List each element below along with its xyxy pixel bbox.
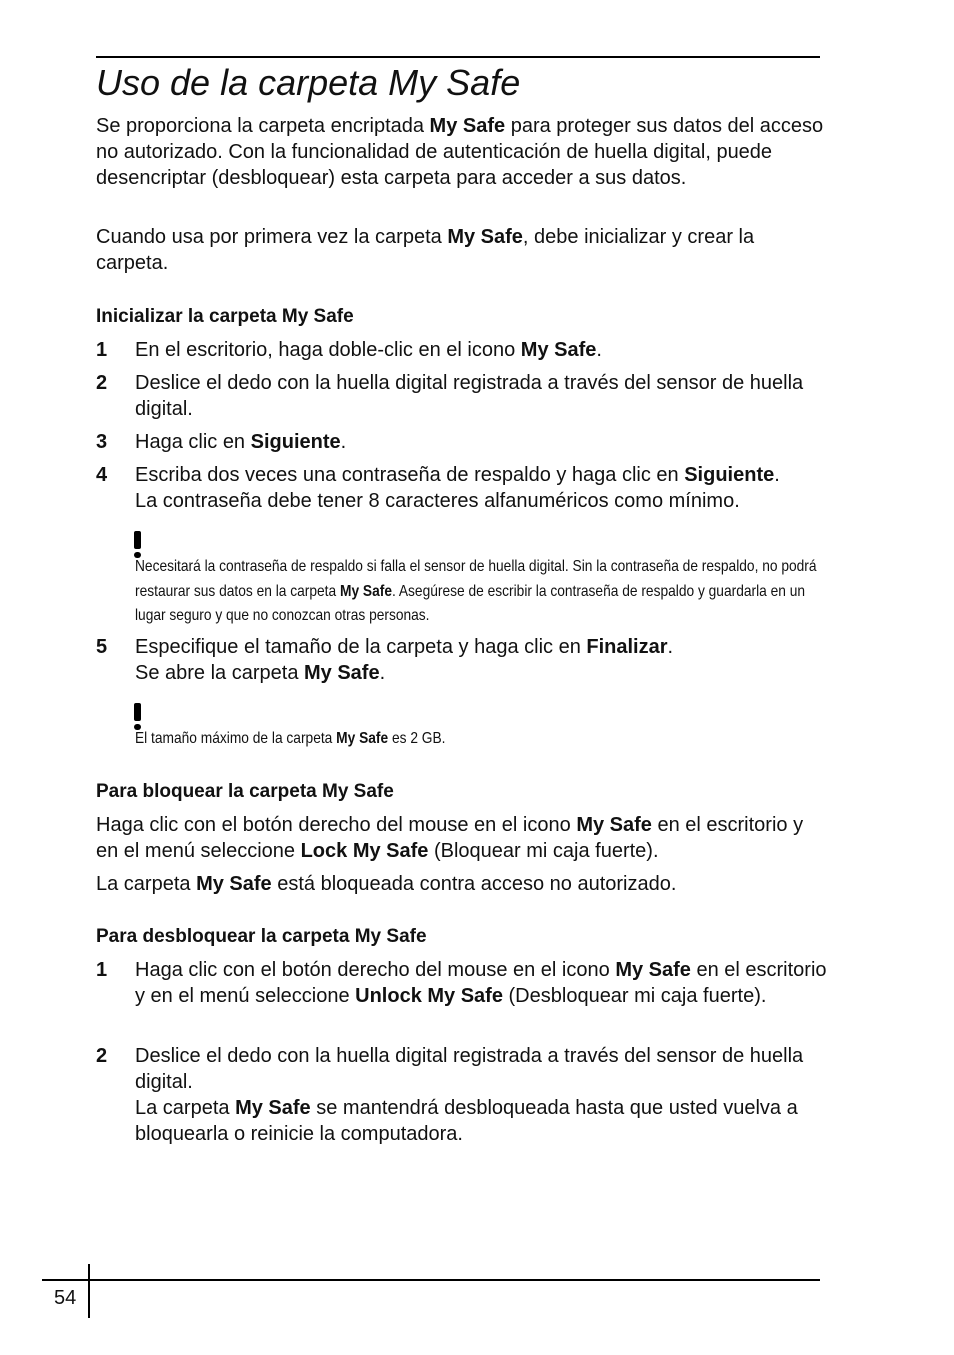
lock-text: en el escritorio y en el menú seleccione	[96, 814, 804, 862]
step-bold: My Safe	[235, 1097, 311, 1119]
step-text	[135, 1043, 830, 1147]
step-bold: My Safe	[615, 959, 691, 981]
step-text-part: en el escritorio y en el menú seleccione	[135, 959, 827, 1007]
intro-text: , debe inicializar y crear la carpeta.	[96, 226, 755, 274]
step-text	[135, 370, 830, 422]
intro-text: para proteger sus datos del acceso no autorizado. Con la funcionalidad de autenticación de huella digital, puede desencriptar (desbloquear) esta carpeta para acceder a sus datos.	[96, 115, 824, 189]
step-bold: My Safe	[304, 662, 380, 684]
top-rule	[96, 56, 820, 58]
section-heading-lock: Para bloquear la carpeta My Safe	[96, 781, 394, 802]
note-text: es 2 GB.	[388, 730, 446, 747]
lock-paragraph-2	[96, 871, 826, 897]
lock-bold: Lock My Safe	[300, 840, 429, 862]
note-text: . Asegúrese de escribir la contraseña de respaldo y guardarla en un lugar seguro y que no conozcan otras personas.	[135, 582, 806, 624]
step-number: 5	[96, 636, 108, 658]
step-text	[135, 429, 830, 455]
page-title: Uso de la carpeta My Safe	[96, 62, 521, 103]
step-text-part: Haga clic con el botón derecho del mouse en el icono	[135, 959, 616, 981]
step-bold: My Safe	[520, 339, 597, 361]
note-backup-password	[135, 555, 823, 629]
intro-text: Se proporciona la carpeta encriptada	[96, 115, 430, 137]
note-text: El tamaño máximo de la carpeta	[135, 730, 337, 747]
step-text-part: .	[379, 662, 386, 684]
step-text-part: La contraseña debe tener 8 caracteres alfanuméricos como mínimo.	[135, 490, 740, 512]
step-text	[135, 462, 830, 514]
step-text	[135, 957, 830, 1009]
step-bold: Unlock My Safe	[355, 985, 503, 1007]
step-text-part: Haga clic en	[135, 431, 251, 453]
step-text	[135, 337, 830, 363]
step-text-part: En el escritorio, haga doble-clic en el icono	[135, 339, 521, 361]
step-text-part: .	[667, 636, 674, 658]
step-number: 2	[96, 1045, 108, 1067]
lock-text: está bloqueada contra acceso no autorizado.	[271, 873, 677, 895]
step-text-part: La carpeta	[135, 1097, 236, 1119]
step-number: 4	[96, 464, 108, 486]
page-number-divider	[88, 1264, 90, 1318]
step-number: 1	[96, 959, 108, 981]
step-text	[135, 634, 830, 686]
step-text-part: .	[774, 464, 780, 486]
page-number: 54	[54, 1287, 77, 1309]
step-text-part: Deslice el dedo con la huella digital registrada a través del sensor de huella digital.	[135, 1045, 804, 1093]
bottom-rule	[42, 1279, 820, 1281]
note-text: Necesitará la contraseña de respaldo si falla el sensor de huella digital. Sin la contraseña de respaldo, no podrá restaurar sus datos en la carpeta	[135, 558, 817, 600]
intro-paragraph-1	[96, 113, 826, 191]
lock-bold: My Safe	[196, 873, 272, 895]
note-max-size	[135, 727, 823, 752]
intro-paragraph-2	[96, 224, 826, 276]
intro-bold: My Safe	[447, 226, 523, 248]
intro-bold: My Safe	[429, 115, 506, 137]
step-number: 3	[96, 431, 108, 453]
step-number: 2	[96, 372, 108, 394]
step-bold: Siguiente	[684, 464, 775, 486]
step-text-part: Se abre la carpeta	[135, 662, 304, 684]
step-text-part: .	[340, 431, 347, 453]
step-text-part: (Desbloquear mi caja fuerte).	[502, 985, 767, 1007]
step-text-part: Especifique el tamaño de la carpeta y haga clic en	[135, 636, 587, 658]
note-bold: My Safe	[339, 582, 392, 600]
intro-text: Cuando usa por primera vez la carpeta	[96, 226, 448, 248]
lock-text: (Bloquear mi caja fuerte).	[428, 840, 659, 862]
step-number: 1	[96, 339, 108, 361]
lock-paragraph-1	[96, 812, 826, 864]
step-bold: Siguiente	[250, 431, 341, 453]
step-text-part: Escriba dos veces una contraseña de respaldo y haga clic en	[135, 464, 685, 486]
step-text-part: Deslice el dedo con la huella digital registrada a través del sensor de huella digital.	[135, 372, 804, 420]
section-heading-unlock: Para desbloquear la carpeta My Safe	[96, 926, 427, 947]
lock-text: La carpeta	[96, 873, 197, 895]
lock-text: Haga clic con el botón derecho del mouse en el icono	[96, 814, 577, 836]
lock-bold: My Safe	[576, 814, 652, 836]
section-heading-initialize: Inicializar la carpeta My Safe	[96, 306, 354, 327]
step-text-part: .	[596, 339, 602, 361]
note-bold: My Safe	[336, 730, 389, 747]
step-text-part: se mantendrá desbloqueada hasta que usted vuelva a bloquearla o reinicie la computadora.	[135, 1097, 798, 1145]
step-bold: Finalizar	[586, 636, 668, 658]
